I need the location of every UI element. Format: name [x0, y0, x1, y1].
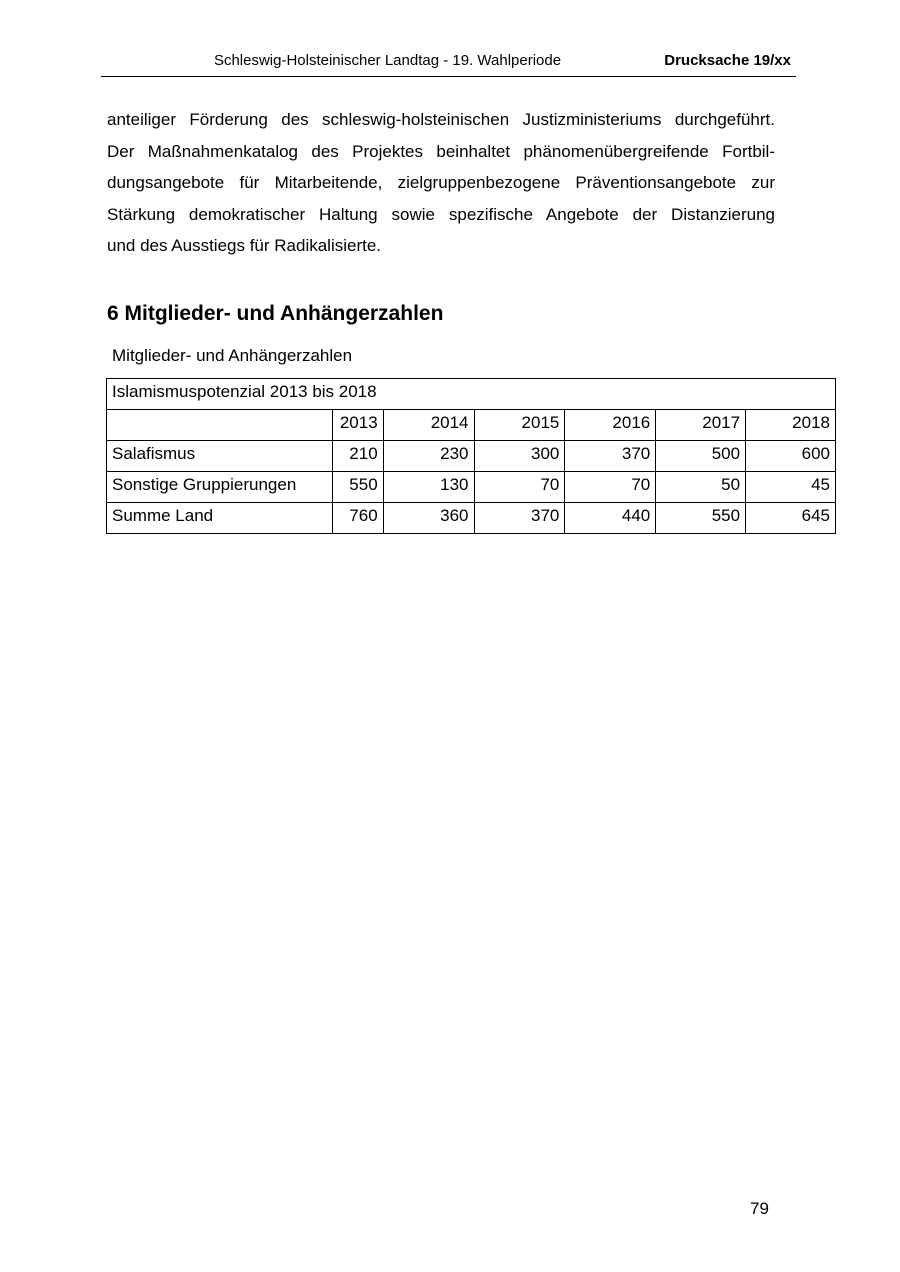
- value-cell: 550: [656, 503, 746, 534]
- value-cell: 300: [474, 441, 565, 472]
- value-cell: 130: [383, 472, 474, 503]
- value-cell: 440: [565, 503, 656, 534]
- islamism-potential-table: [106, 378, 836, 534]
- value-cell: 360: [383, 503, 474, 534]
- value-cell: 210: [332, 441, 383, 472]
- value-cell: 370: [565, 441, 656, 472]
- paragraph-line: Der Maßnahmenkatalog des Projektes beinhaltet phänomenübergreifende Fortbil-: [107, 141, 775, 161]
- document-number: Drucksache 19/xx: [664, 52, 791, 69]
- page-header: [101, 50, 796, 77]
- value-cell: 600: [746, 441, 836, 472]
- table-header-row: [107, 410, 836, 441]
- value-cell: 45: [746, 472, 836, 503]
- year-header-cell: 2016: [565, 410, 656, 441]
- value-cell: 645: [746, 503, 836, 534]
- row-label-cell: Sonstige Gruppierungen: [107, 472, 333, 503]
- header-title: Schleswig-Holsteinischer Landtag - 19. Wahlperiode: [213, 52, 562, 69]
- row-label-cell: Salafismus: [107, 441, 333, 472]
- value-cell: 50: [656, 472, 746, 503]
- value-cell: 230: [383, 441, 474, 472]
- value-cell: 70: [474, 472, 565, 503]
- value-cell: 370: [474, 503, 565, 534]
- table-row: [107, 441, 836, 472]
- year-header-cell: 2018: [746, 410, 836, 441]
- value-cell: 760: [332, 503, 383, 534]
- value-cell: 500: [656, 441, 746, 472]
- table-row: [107, 472, 836, 503]
- row-label-cell: Summe Land: [107, 503, 333, 534]
- table-caption: Mitglieder- und Anhängerzahlen: [112, 346, 353, 365]
- year-header-cell: 2015: [474, 410, 565, 441]
- paragraph-line: anteiliger Förderung des schleswig-holsteinischen Justizministeriums durchgeführt.: [107, 110, 775, 129]
- value-cell: 550: [332, 472, 383, 503]
- paragraph-line: dungsangebote für Mitarbeitende, zielgruppenbezogene Präventionsangebote zur: [107, 173, 775, 192]
- body-paragraph: [107, 104, 775, 262]
- header-blank-cell: [107, 410, 333, 441]
- section-heading: 6 Mitglieder- und Anhängerzahlen: [107, 302, 444, 325]
- year-header-cell: 2014: [383, 410, 474, 441]
- value-cell: 70: [565, 472, 656, 503]
- year-header-cell: 2017: [656, 410, 746, 441]
- table-row: [107, 503, 836, 534]
- paragraph-line: Stärkung demokratischer Haltung sowie spezifische Angebote der Distanzierung: [107, 204, 775, 224]
- year-header-cell: 2013: [332, 410, 383, 441]
- page-number: 79: [750, 1199, 769, 1218]
- table-title-row: [107, 379, 836, 410]
- table-title-cell: Islamismuspotenzial 2013 bis 2018: [107, 379, 836, 410]
- paragraph-line: und des Ausstiegs für Radikalisierte.: [107, 236, 382, 255]
